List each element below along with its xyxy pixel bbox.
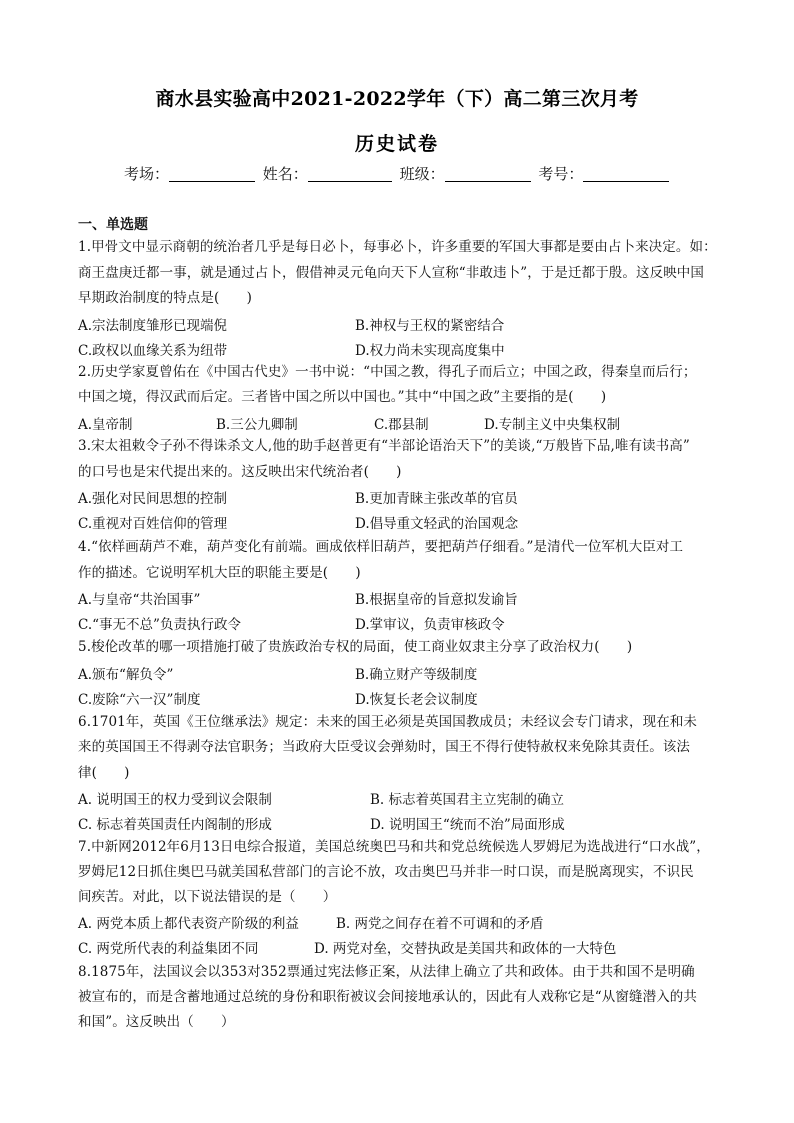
- question-3-line-2: 的口号也是宋代提出来的。这反映出宋代统治者( ): [78, 464, 402, 480]
- class-blank: [445, 165, 531, 182]
- question-4-option-c: C.“事无不总”负责执行政令: [78, 617, 241, 633]
- question-3-option-a: A.强化对民间思想的控制: [78, 491, 228, 507]
- question-8-line-1: 8.1875年，法国议会以353对352票通过宪法修正案，从法律上确立了共和政体。由于共和国不是明确: [78, 964, 695, 980]
- question-7-option-c: C. 两党所代表的利益集团不同: [78, 941, 259, 957]
- exam-number-label: 考号：: [538, 165, 584, 183]
- question-5-option-a: A.颁布“解负令”: [78, 667, 174, 683]
- question-6-option-c: C. 标志着英国责任内阁制的形成: [78, 817, 272, 833]
- question-6-line-3: 律( ): [78, 765, 130, 781]
- question-7-option-b: B. 两党之间存在着不可调和的矛盾: [336, 916, 544, 932]
- question-4-line-2: 作的描述。它说明军机大臣的职能主要是( ): [78, 565, 361, 581]
- question-5-option-b: B.确立财产等级制度: [355, 667, 478, 683]
- question-6-line-1: 6.1701年，英国《王位继承法》规定：未来的国王必须是英国国教成员；未经议会专门请求，现在和未: [78, 714, 698, 730]
- question-7-line-3: 间疾苦。对此，以下说法错误的是（ ）: [78, 889, 337, 905]
- question-6-option-b: B. 标志着英国君主立宪制的确立: [370, 792, 565, 808]
- question-3-line-1: 3.宋太祖敕令子孙不得诛杀文人,他的助手赵普更有“半部论语治天下”的美谈,“万般皆下品,唯有读书高”: [78, 438, 690, 454]
- question-7-line-2: 罗姆尼12日抓住奥巴马就美国私营部门的言论不放，攻击奥巴马并非一时口误，而是脱离现实，不识民: [78, 864, 694, 880]
- question-1-option-d: D.权力尚未实现高度集中: [355, 343, 505, 359]
- student-info-line: [124, 163, 672, 184]
- name-label: 姓名：: [262, 165, 308, 183]
- question-4-option-a: A.与皇帝“共治国事”: [78, 592, 201, 608]
- question-5-option-d: D.恢复长老会议制度: [355, 692, 478, 708]
- question-3-option-c: C.重视对百姓信仰的管理: [78, 516, 228, 532]
- question-6-line-2: 来的英国国王不得剥夺法官职务；当政府大臣受议会弹劾时，国王不得行使特赦权来免除其责任。该法: [78, 739, 690, 755]
- exam-room-label: 考场：: [124, 165, 170, 183]
- question-1-option-c: C.政权以血缘关系为纽带: [78, 343, 228, 359]
- question-1-line-3: 早期政治制度的特点是( ): [78, 290, 252, 306]
- question-4-option-b: B.根据皇帝的旨意拟发谕旨: [355, 592, 518, 608]
- question-8-line-2: 被宣布的，而是含蓄地通过总统的身份和职衔被议会间接地承认的，因此有人戏称它是“从窗缝潜入的共: [78, 989, 697, 1005]
- question-1-line-2: 商王盘庚迁都一事，就是通过占卜，假借神灵元龟向天下人宣称“非敢违卜”，于是迁都于殷。这反映中国: [78, 265, 705, 281]
- question-4-line-1: 4.“依样画葫芦不难，葫芦变化有前端。画成依样旧葫芦，要把葫芦仔细看。”是清代一位军机大臣对工: [78, 539, 684, 555]
- question-5-option-c: C.废除“六一汉”制度: [78, 692, 201, 708]
- name-blank: [308, 165, 392, 182]
- exam-room-blank: [169, 165, 255, 182]
- question-7-option-d: D. 两党对垒，交替执政是美国共和政体的一大特色: [314, 941, 617, 957]
- question-2-option-b: B.三公九卿制: [216, 417, 298, 433]
- question-7-line-1: 7.中新网2012年6月13日电综合报道，美国总统奥巴马和共和党总统候选人罗姆尼为选战进行“口水战”，: [78, 839, 710, 855]
- question-8-line-3: 和国”。这反映出（ ）: [78, 1014, 235, 1030]
- question-6-option-a: A. 说明国王的权力受到议会限制: [78, 792, 272, 808]
- exam-subtitle: 历史试卷: [354, 133, 439, 155]
- section-title: 一、单选题: [78, 217, 148, 233]
- question-5-line-1: 5.梭伦改革的哪一项措施打破了贵族政治专权的局面，使工商业奴隶主分享了政治权力( ): [78, 639, 633, 655]
- question-6-option-d: D. 说明国王“统而不治”局面形成: [370, 817, 565, 833]
- question-1-line-1: 1.甲骨文中显示商朝的统治者几乎是每日必卜，每事必卜，许多重要的军国大事都是要由占卜来决定。如：: [78, 239, 717, 255]
- question-1-option-b: B.神权与王权的紧密结合: [355, 318, 505, 334]
- question-2-line-1: 2.历史学家夏曾佑在《中国古代史》一书中说：“中国之教，得孔子而后立；中国之政，得秦皇而后行；: [78, 364, 697, 380]
- question-2-option-a: A.皇帝制: [78, 417, 133, 433]
- exam-number-blank: [583, 165, 669, 182]
- question-7-option-a: A. 两党本质上都代表资产阶级的利益: [78, 916, 299, 932]
- question-4-option-d: D.掌审议，负责审核政令: [355, 617, 505, 633]
- question-3-option-b: B.更加青睐主张改革的官员: [355, 491, 518, 507]
- class-label: 班级：: [399, 165, 445, 183]
- question-2-option-d: D.专制主义中央集权制: [484, 417, 621, 433]
- question-3-option-d: D.倡导重文轻武的治国观念: [355, 516, 519, 532]
- exam-title: 商水县实验高中2021-2022学年（下）高二第三次月考: [155, 88, 639, 110]
- question-2-option-c: C.郡县制: [374, 417, 429, 433]
- question-1-option-a: A.宗法制度雏形已现端倪: [78, 318, 228, 334]
- question-2-line-2: 中国之境，得汉武而后定。三者皆中国之所以中国也。”其中“中国之政”主要指的是( ): [78, 389, 607, 405]
